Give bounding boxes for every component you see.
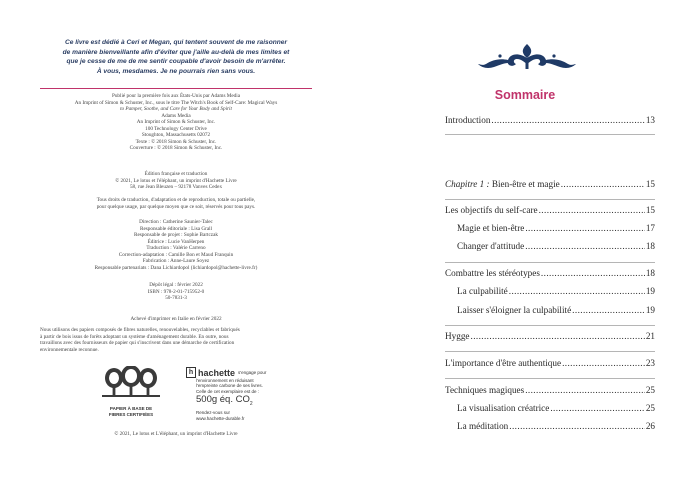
trees-icon [100, 366, 162, 400]
toc-row-stereotypes[interactable]: Combattre les stéréotypes ..... 18 [445, 268, 655, 280]
toc-row-introduction[interactable]: Introduction ..... 13 [445, 115, 655, 127]
toc-divider [445, 351, 655, 352]
toc-row-visualisation[interactable]: La visualisation créatrice ..... 25 [457, 403, 655, 415]
toc-row-culpabilite[interactable]: La culpabilité ..... 19 [457, 286, 655, 298]
toc-row-authentique[interactable]: L'importance d'être authentique ..... 23 [445, 358, 655, 370]
toc-divider [445, 262, 655, 263]
toc-row-changer-attitude[interactable]: Changer d'attitude ..... 18 [457, 241, 655, 253]
toc-row-objectifs[interactable]: Les objectifs du self-care ..... 15 [445, 205, 655, 217]
printed-notice: Achevé d'imprimer en Italie en février 2022 [130, 316, 222, 322]
credits: Direction : Catherine Saunier-Talec Responsable éditoriale : Lisa Grall Responsable de projet : Sophie Bartczak Éditrice : Lucie VanHerpen Traduction : Valérie Carreno Correction-adaptation : Camille Bon et Maud Franquin Fabrication : Anne-Laure Soyez Responsable partenariats : Dana Lichiardopol (lichiardopol@hachette-livre.fr) [94, 219, 258, 271]
certified-paper-logo: PAPIER À BASE DE FIBRES CERTIFIÉES [100, 366, 162, 417]
toc-row-chapitre-1[interactable]: Chapitre 1 : Bien-être et magie ..... 15 [445, 179, 655, 191]
legal-deposit: Dépôt légal : février 2022 ISBN : 978-2-01-715952-0 50-7831-3 [147, 282, 205, 302]
toc-row-magie-bien-etre[interactable]: Magie et bien-être ..... 17 [457, 223, 655, 235]
toc-row-meditation[interactable]: La méditation ..... 26 [457, 421, 655, 433]
hachette-h-icon: h [186, 367, 196, 378]
toc-divider [445, 378, 655, 379]
bottom-copyright: © 2021, Le lotus et L'éléphant, un imprint d'Hachette Livre [114, 431, 238, 437]
french-edition-info: Édition française et traduction © 2021, Le lotus et l'éléphant, un imprint d'Hachette Livre 58, rue Jean Bleuzen – 92178 Vanves Cedex [115, 171, 237, 191]
toc-divider [445, 134, 655, 135]
dedication: Ce livre est dédié à Ceri et Megan, qui tentent souvent de me raisonner de manière bienveillante afin d'éviter que j'aille au-delà de mes limites et que je cesse de me de me sentir coupable d'avoir besoin de m'arrêter. À vous, mesdames. Je ne pourrais rien sans vous. [62, 39, 290, 75]
publication-info: Publié pour la première fois aux États-Unis par Adams Media An Imprint of Simon & Schuster, Inc., sous le titre The Witch's Book of Self-Care: Magical Ways to Pamper, Soothe, and Care for Your Body and Spirit Adams Media An Imprint of Simon & Schuster, Inc. 100 Technology Center Drive Stoughton, Massachusetts 02072 Texte : © 2018 Simon & Schuster, Inc. Couverture : © 2018 Simon & Schuster, Inc. [74, 93, 278, 152]
toc-row-laisser-culpabilite[interactable]: Laisser s'éloigner la culpabilité ..... 19 [457, 305, 655, 317]
hachette-durable-logo: h hachette s'engage pour l'environnement en réduisant l'empreinte carbone de ses livres. Celle de cet exemplaire est de : 500g éq. $CO_2$ Rendez-vous sur www.hachette-durable.fr [186, 367, 296, 421]
toc-divider [445, 325, 655, 326]
toc-divider [445, 199, 655, 200]
rights-notice: Tous droits de traduction, d'adaptation et de reproduction, totale ou partielle, pour quelque usage, par quelque moyen que ce soit, réservés pour tous pays. [96, 197, 256, 210]
page-title: Sommaire [494, 88, 556, 102]
paper-paragraph: Nous utilisons des papiers composés de fibres naturelles, renouvelables, recyclables et fabriqués à partir de bois issus de forêts adoptant un système d'aménagement durable. En outre, nous travaillons avec des fournisseurs de papier qui s'inscrivent dans une démarche de certification environnementale reconnue. [40, 327, 240, 353]
toc-row-hygge[interactable]: Hygge ..... 21 [445, 331, 655, 343]
ornament-icon [478, 42, 576, 70]
toc-row-techniques[interactable]: Techniques magiques ..... 25 [445, 385, 655, 397]
divider [40, 88, 312, 89]
